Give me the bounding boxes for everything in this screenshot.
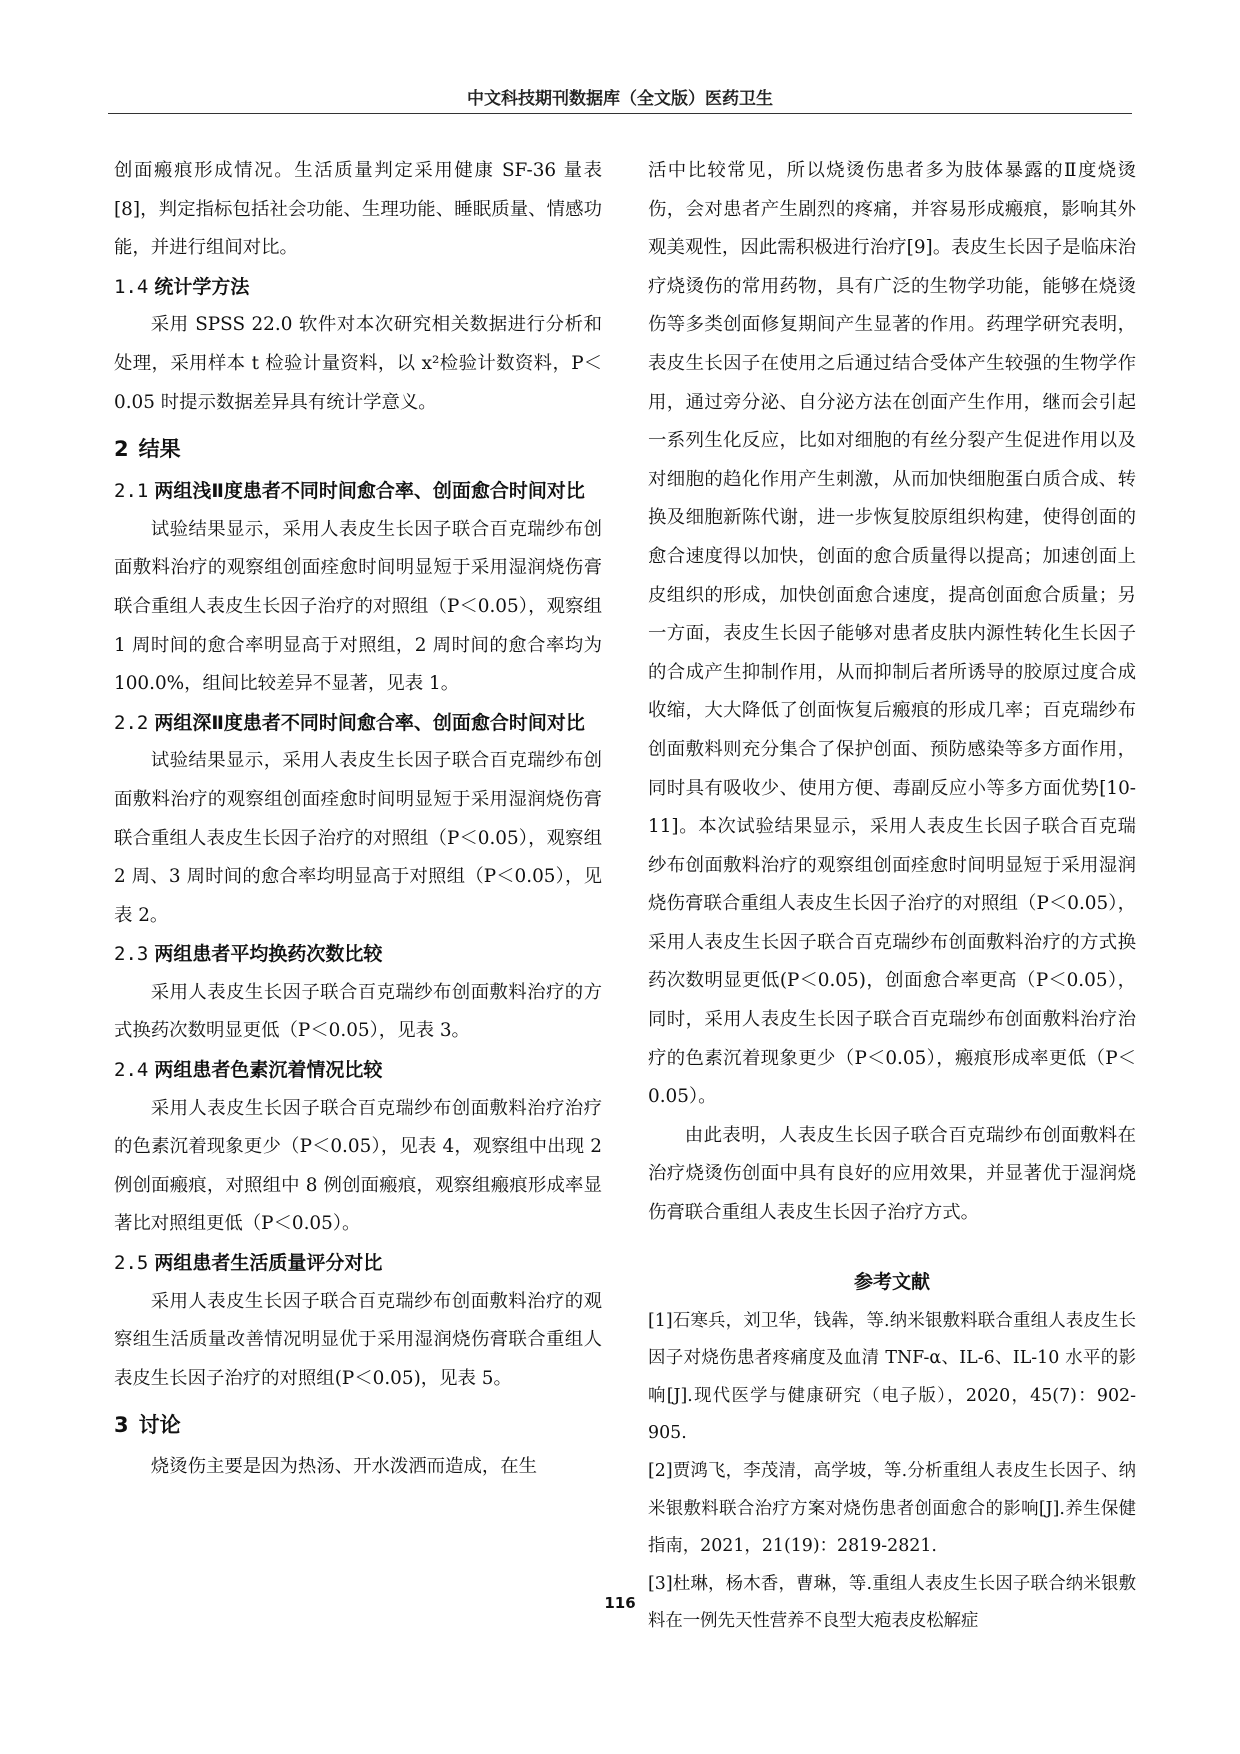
section-heading-2-3 xyxy=(114,935,602,974)
section-number: 2.5 xyxy=(114,1252,149,1275)
section-heading-2-5 xyxy=(114,1244,602,1283)
header-rule xyxy=(108,113,1132,114)
section-heading-2-2 xyxy=(114,704,602,743)
page-number: 116 xyxy=(604,1594,636,1612)
paragraph-sf36: 创面瘢痕形成情况。生活质量判定采用健康 SF-36 量表[8]，判定指标包括社会功能、生理功能、睡眠质量、情感功能，并进行组间对比。 xyxy=(114,160,602,259)
paragraph-result-2-4: 采用人表皮生长因子联合百克瑞纱布创面敷料治疗治疗的色素沉着现象更少（P＜0.05），见表 4，观察组中出现 2 例创面瘢痕，对照组中 8 例创面瘢痕，观察组瘢痕形成率显著比对照组更低（P＜0.05）。 xyxy=(114,1097,602,1235)
section-number: 3 xyxy=(114,1413,129,1438)
references-heading: 参考文献 xyxy=(853,1270,930,1293)
section-title: 两组患者色素沉着情况比较 xyxy=(154,1059,383,1082)
section-title: 两组浅Ⅱ度患者不同时间愈合率、创面愈合时间对比 xyxy=(154,480,585,503)
section-number: 2 xyxy=(114,437,129,462)
section-number: 2.1 xyxy=(114,480,149,503)
section-title: 讨论 xyxy=(138,1413,181,1438)
section-number: 2.2 xyxy=(114,711,149,734)
section-heading-3 xyxy=(114,1402,602,1448)
journal-header: 中文科技期刊数据库（全文版）医药卫生 xyxy=(467,89,773,109)
section-heading-1-4 xyxy=(114,268,602,307)
section-title: 两组深Ⅱ度患者不同时间愈合率、创面愈合时间对比 xyxy=(154,711,585,734)
left-column xyxy=(114,152,602,1487)
paragraph-result-2-5: 采用人表皮生长因子联合百克瑞纱布创面敷料治疗的观察组生活质量改善情况明显优于采用湿润烧伤膏联合重组人表皮生长因子治疗的对照组(P＜0.05)，见表 5。 xyxy=(114,1290,602,1389)
section-number: 2.3 xyxy=(114,943,149,966)
section-title: 两组患者平均换药次数比较 xyxy=(154,943,383,966)
reference-item: [1]石寒兵，刘卫华，钱犇，等.纳米银敷料联合重组人表皮生长因子对烧伤患者疼痛度及血清 TNF-α、IL-6、IL-10 水平的影响[J].现代医学与健康研究（电子版），2020，45(7)：902-905. xyxy=(648,1310,1136,1444)
reference-item: [2]贾鸿飞，李茂清，高学坡，等.分析重组人表皮生长因子、纳米银敷料联合治疗方案对烧伤患者创面愈合的影响[J].养生保健指南，2021，21(19)：2819-2821. xyxy=(648,1461,1136,1557)
section-heading-2 xyxy=(114,426,602,472)
paragraph-result-2-3: 采用人表皮生长因子联合百克瑞纱布创面敷料治疗的方式换药次数明显更低（P＜0.05），见表 3。 xyxy=(114,981,602,1042)
reference-item: [3]杜琳，杨木香，曹琳，等.重组人表皮生长因子联合纳米银敷料在一例先天性营养不良型大疱表皮松解症 xyxy=(648,1573,1136,1632)
paragraph-discussion-start: 烧烫伤主要是因为热汤、开水泼洒而造成，在生 xyxy=(150,1456,538,1478)
section-title: 统计学方法 xyxy=(154,275,250,298)
paragraph-discussion-continued: 活中比较常见，所以烧烫伤患者多为肢体暴露的Ⅱ度烧烫伤，会对患者产生剧烈的疼痛，并容易形成瘢痕，影响其外观美观性，因此需积极进行治疗[9]。表皮生长因子是临床治疗烧烫伤的常用药物，具有广泛的生物学功能，能够在烧烫伤等多类创面修复期间产生显著的作用。药理学研究表明，表皮生长因子在使用之后通过结合受体产生较强的生物学作用，通过旁分泌、自分泌方法在创面产生作用，继而会引起一系列生化反应，比如对细胞的有丝分裂产生促进作用以及对细胞的趋化作用产生刺激，从而加快细胞蛋白质合成、转换及细胞新陈代谢，进一步恢复胶原组织构建，使得创面的愈合速度得以加快，创面的愈合质量得以提高；加速创面上皮组织的形成，加快创面愈合速度，提高创面愈合质量；另一方面，表皮生长因子能够对患者皮肤内源性转化生长因子的合成产生抑制作用，从而抑制后者所诱导的胶原过度合成收缩，大大降低了创面恢复后瘢痕的形成几率；百克瑞纱布创面敷料则充分集合了保护创面、预防感染等多方面作用，同时具有吸收少、使用方便、毒副反应小等多方面优势[10-11]。本次试验结果显示，采用人表皮生长因子联合百克瑞纱布创面敷料治疗的观察组创面痊愈时间明显短于采用湿润烧伤膏联合重组人表皮生长因子治疗的对照组（P＜0.05），采用人表皮生长因子联合百克瑞纱布创面敷料治疗的方式换药次数明显更低(P＜0.05)，创面愈合率更高（P＜0.05），同时，采用人表皮生长因子联合百克瑞纱布创面敷料治疗治疗的色素沉着现象更少（P＜0.05），瘢痕形成率更低（P＜0.05）。 xyxy=(648,160,1136,1108)
paragraph-conclusion: 由此表明，人表皮生长因子联合百克瑞纱布创面敷料在治疗烧烫伤创面中具有良好的应用效果，并显著优于湿润烧伤膏联合重组人表皮生长因子治疗方式。 xyxy=(648,1124,1136,1224)
section-heading-2-1 xyxy=(114,472,602,511)
paragraph-statistics: 采用 SPSS 22.0 软件对本次研究相关数据进行分析和处理，采用样本 t 检验计量资料，以 x²检验计数资料，P＜0.05 时提示数据差异具有统计学意义。 xyxy=(114,314,602,413)
section-title: 两组患者生活质量评分对比 xyxy=(154,1252,383,1275)
section-title: 结果 xyxy=(138,437,181,462)
section-heading-2-4 xyxy=(114,1051,602,1090)
paragraph-result-2-2: 试验结果显示，采用人表皮生长因子联合百克瑞纱布创面敷料治疗的观察组创面痊愈时间明显短于采用湿润烧伤膏联合重组人表皮生长因子治疗的对照组（P＜0.05），观察组 2 周、3 周时间的愈合率均明显高于对照组（P＜0.05），见表 2。 xyxy=(114,750,602,926)
section-number: 2.4 xyxy=(114,1059,149,1082)
paragraph-result-2-1: 试验结果显示，采用人表皮生长因子联合百克瑞纱布创面敷料治疗的观察组创面痊愈时间明显短于采用湿润烧伤膏联合重组人表皮生长因子治疗的对照组（P＜0.05），观察组 1 周时间的愈合率明显高于对照组，2 周时间的愈合率均为 100.0%，组间比较差异不显著，见表 1。 xyxy=(114,518,602,695)
section-number: 1.4 xyxy=(114,275,149,298)
right-column xyxy=(648,152,1136,1641)
